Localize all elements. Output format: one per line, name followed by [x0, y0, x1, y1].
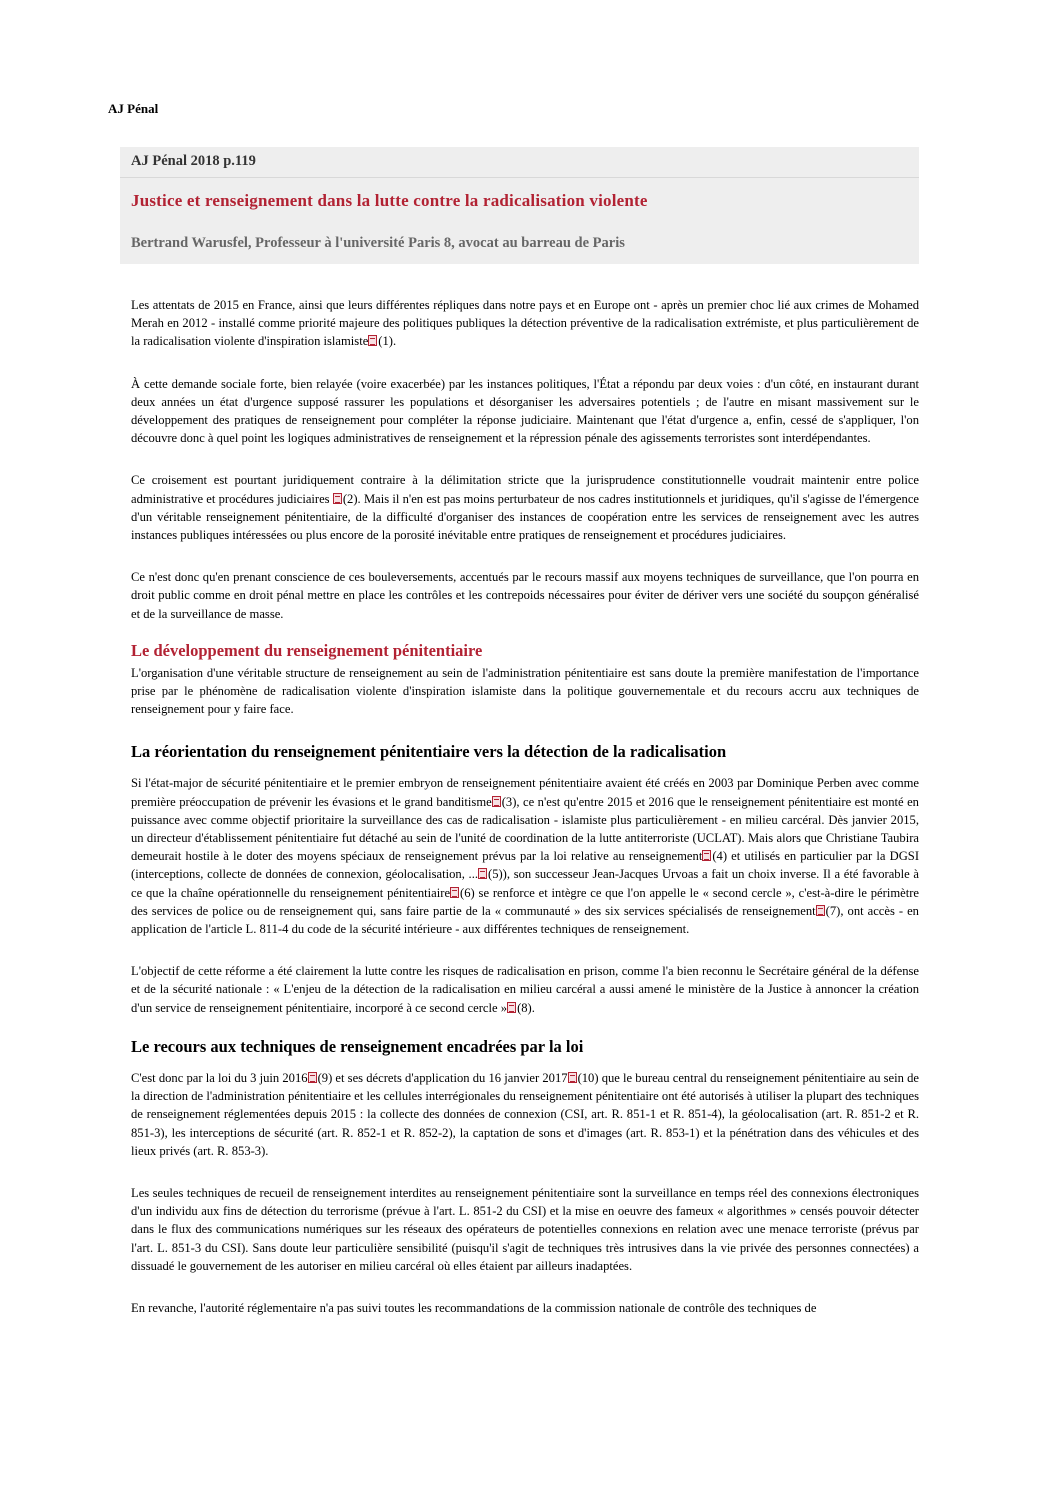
footnote-icon[interactable] [450, 887, 459, 898]
footnote-icon[interactable] [702, 850, 711, 861]
footnote-icon[interactable] [333, 493, 342, 504]
paragraph: C'est donc par la loi du 3 juin 2016 (9) et ses décrets d'application du 16 janvier 2017 (10) que le bureau central du renseignement pénitentiaire au sein de la direction de l'administration pénitentiaire et les cellules interrégionales du renseignement pénitentiaire ont été autorisés à utiliser la plupart des techniques de renseignement réglementées depuis 2015 : la collecte des données de connexion (CSI, art. R. 851-1 et R. 851-4), la géolocalisation (art. R. 851-2 et R. 851-3), les interceptions de sécurité (art. R. 852-1 et R. 852-2), la captation de sons et d'images (art. R. 853-1) et la pénétration dans des véhicules et des lieux privés (art. R. 853-3). [131, 1070, 919, 1158]
footnote-icon[interactable] [568, 1072, 577, 1083]
paragraph: En revanche, l'autorité réglementaire n'a pas suivi toutes les recommandations de la commission nationale de contrôle des techniques de [131, 1300, 817, 1315]
paragraph: Si l'état-major de sécurité pénitentiaire et le premier embryon de renseignement pénitentiaire avaient été créés en 2003 par Dominique Perben avec comme première préoccupation de prévenir les évasions et le grand banditisme (3), ce n'est qu'entre 2015 et 2016 que le renseignement pénitentiaire est monté en puissance avec comme objectif prioritaire la surveillance des cas de radicalisation - islamiste plus particulièrement - en milieu carcéral. Dès janvier 2015, un directeur d'établissement pénitentiaire fut détaché au sein de l'unité de coordination de la lutte antiterroriste (UCLAT). Mais alors que Christiane Taubira demeurait hostile à le doter des moyens spéciaux de renseignement prévus par la loi relative au renseignement (4) et utilisés en particulier par la DGSI (interceptions, collecte de données de connexion, géolocalisation, ... (5)), son successeur Jean-Jacques Urvoas a fait un choix inverse. Il a été favorable à ce que la chaîne opérationnelle du renseignement pénitentiaire (6) se renforce et intègre ce que l'on appelle le « second cercle », c'est-à-dire le périmètre des services de police ou de renseignement qui, sans faire partie de la « communauté » des six services spécialisés de renseignement (7), ont accès - en application de l'article L. 811-4 du code de la sécurité intérieure - aux différentes techniques de renseignement. [131, 776, 920, 937]
paragraph: Les seules techniques de recueil de renseignement interdites au renseignement pénitentiaire sont la surveillance en temps réel des connexions électroniques d'un individu aux fins de détection du terrorisme (prévue à l'art. L. 851-2 du CSI) et la mise en oeuvre des fameux « algorithmes » censés pouvoir détecter dans le flux des communications numériques sur les réseaux des opérateurs de potentielles connexions en relation avec une menace terroriste (prévus par l'art. L. 851-3 du CSI). Sans doute leur particulière sensibilité (puisqu'il s'agit de techniques très intrusives dans la vie privée des personnes connectées) a dissuadé le gouvernement de les autoriser en milieu carcéral où elles étaient par ailleurs inadaptées. [131, 1185, 919, 1273]
paragraph: À cette demande sociale forte, bien relayée (voire exacerbée) par les instances politiques, l'État a répondu par deux voies : d'un côté, en instaurant durant deux années un état d'urgence supposé rassurer les populations et désorganiser les adversaires potentiels ; de l'autre en misant massivement sur le développement des pratiques de renseignement pour compléter la réponse judiciaire. Maintenant que l'état d'urgence a, enfin, cessé de s'appliquer, l'on découvre donc à quel point les logiques administratives de renseignement et la répression pénale des agissements terroristes sont interdépendantes. [131, 376, 919, 446]
paragraph: L'objectif de cette réforme a été clairement la lutte contre les risques de radicalisation en prison, comme l'a bien reconnu le Secrétaire général de la défense et de la sécurité nationale : « L'enjeu de la détection de la radicalisation en milieu carcéral a aussi amené le ministère de la Justice à annoncer la création d'un service de renseignement pénitentiaire, incorporé à ce second cercle » (8). [131, 964, 919, 1015]
article-author: Bertrand Warusfel, Professeur à l'université Paris 8, avocat au barreau de Paris [131, 235, 625, 251]
header-divider [120, 177, 919, 178]
paragraph: L'organisation d'une véritable structure de renseignement au sein de l'administration pénitentiaire est sans doute la première manifestation de l'importance prise par le phénomène de radicalisation violente d'inspiration islamiste dans la politique gouvernementale et du recours accru aux techniques de renseignement pour y faire face. [131, 665, 919, 717]
subsection-heading: Le recours aux techniques de renseignement encadrées par la loi [131, 1036, 584, 1056]
footnote-icon[interactable] [507, 1002, 516, 1013]
paragraph: Les attentats de 2015 en France, ainsi que leurs différentes répliques dans notre pays et en Europe ont - après un premier choc lié aux crimes de Mohamed Merah en 2012 - installé comme priorité majeure des politiques publiques la détection préventive de la radicalisation extrémiste, et plus particulièrement de la radicalisation violente d'inspiration islamiste (1). [131, 298, 919, 349]
article-body [131, 296, 919, 1341]
journal-name: AJ Pénal [108, 101, 159, 116]
subsection-heading: La réorientation du renseignement pénitentiaire vers la détection de la radicalisation [131, 742, 727, 762]
paragraph: Ce croisement est pourtant juridiquement contraire à la délimitation stricte que la jurisprudence constitutionnelle voudrait maintenir entre police administrative et procédures judiciaires (2). Mais il n'en est pas moins perturbateur de nos cadres institutionnels et juridiques, qu'il s'agisse de l'émergence d'un véritable renseignement pénitentiaire, de la difficulté d'organiser des instances de coopération entre les services de renseignement avec les autres instances publiques intéressées ou plus encore de la porosité inévitable entre pratiques de renseignement et procédures judiciaires. [131, 473, 919, 543]
footnote-icon[interactable] [478, 868, 487, 879]
section-heading: Le développement du renseignement pénitentiaire [131, 640, 483, 660]
paragraph: Ce n'est donc qu'en prenant conscience de ces bouleversements, accentués par le recours massif aux moyens techniques de surveillance, que l'on pourra en droit public comme en droit pénal mettre en place les contrôles et les contrepoids nécessaires pour éviter de dériver vers une société du soupçon généralisé et de la surveillance de masse. [131, 570, 919, 621]
article-title: Justice et renseignement dans la lutte contre la radicalisation violente [131, 191, 648, 210]
footnote-icon[interactable] [308, 1072, 317, 1083]
footnote-icon[interactable] [368, 335, 377, 346]
article-reference: AJ Pénal 2018 p.119 [131, 153, 256, 169]
footnote-icon[interactable] [816, 905, 825, 916]
footnote-icon[interactable] [492, 796, 501, 807]
